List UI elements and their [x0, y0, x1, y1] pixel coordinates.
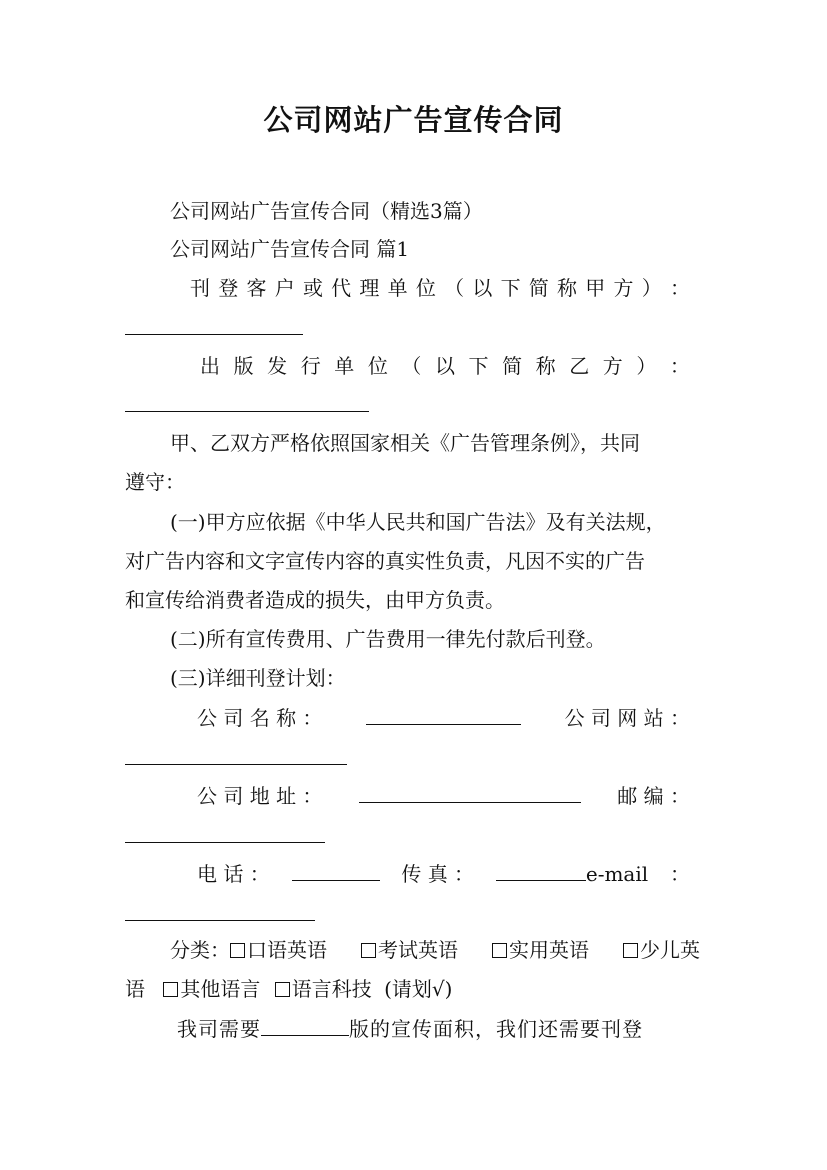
party-a-char: 登: [218, 276, 239, 300]
need-blank[interactable]: [261, 1013, 349, 1036]
party-a-char: 户: [274, 276, 295, 300]
clause-1-line: 对广告内容和文字宣传内容的真实性负责，凡因不实的广告: [125, 549, 645, 573]
party-a-char: ）: [641, 276, 662, 300]
party-b-char: 出: [200, 354, 220, 378]
party-b-char: 位: [367, 354, 388, 378]
party-a-char: ：: [669, 276, 690, 300]
category-line-2: [125, 974, 452, 1004]
checkbox-icon[interactable]: [623, 943, 638, 958]
party-b-char: 单: [334, 354, 355, 378]
party-a-line: [190, 273, 690, 303]
part-heading: 公司网站广告宣传合同 篇1: [170, 237, 410, 261]
contact-line: [197, 858, 690, 889]
clause-1-line: 和宣传给消费者造成的损失，由甲方负责。: [125, 588, 505, 612]
subtitle: 公司网站广告宣传合同（精选3篇）: [170, 199, 483, 223]
party-a-char: 单: [387, 276, 408, 300]
party-b-char: 行: [300, 354, 321, 378]
checkbox-icon[interactable]: [230, 943, 245, 958]
email-blank[interactable]: [125, 920, 315, 921]
party-b-char: ）: [636, 354, 657, 378]
company-name-label: 公 司 名 称 ：: [197, 706, 323, 730]
company-name-line: [197, 702, 690, 733]
party-b-char: 方: [602, 354, 623, 378]
category-option: 其他语言: [180, 977, 261, 1001]
party-b-char: ：: [669, 354, 690, 378]
preamble-line: 甲、乙双方严格依照国家相关《广告管理条例》，共同: [170, 431, 640, 455]
category-option: 考试英语: [378, 938, 458, 962]
category-label: 分类： 口语英语: [170, 938, 327, 962]
phone-label: 电 话 ：: [197, 862, 270, 886]
party-a-char: 刊: [190, 276, 210, 300]
party-b-char: 发: [267, 354, 288, 378]
category-option: 少儿英: [640, 938, 700, 962]
phone-blank[interactable]: [292, 858, 380, 881]
category-item: [361, 935, 458, 965]
party-a-blank[interactable]: [125, 334, 303, 335]
checkbox-icon[interactable]: [492, 943, 507, 958]
company-address-label: 公 司 地 址 ：: [197, 784, 323, 808]
party-a-char: 以: [472, 276, 493, 300]
company-name-blank[interactable]: [366, 702, 521, 725]
party-a-char: 甲: [585, 276, 606, 300]
party-b-char: 简: [502, 354, 523, 378]
category-option: 口语英语: [247, 938, 327, 962]
category-item: [623, 935, 700, 965]
party-a-char: 下: [500, 276, 521, 300]
party-a-char: 方: [613, 276, 634, 300]
company-site-label: 公 司 网 站 ：: [564, 706, 690, 730]
party-a-char: 称: [557, 276, 578, 300]
category-option: 语言科技: [291, 977, 372, 1001]
checkbox-icon[interactable]: [275, 982, 290, 997]
party-b-blank[interactable]: [125, 411, 369, 412]
need-prefix: 我司需要: [177, 1017, 261, 1041]
need-line: [177, 1013, 643, 1044]
party-a-char: 客: [246, 276, 267, 300]
postcode-blank[interactable]: [125, 842, 325, 843]
party-b-char: （: [401, 354, 422, 378]
party-b-char: 以: [434, 354, 455, 378]
party-b-char: 下: [468, 354, 489, 378]
clause-2: (二)所有宣传费用、广告费用一律先付款后刊登。: [170, 627, 606, 651]
category-line: [170, 935, 700, 965]
checkbox-icon[interactable]: [361, 943, 376, 958]
email-colon: ：: [669, 862, 690, 886]
fax-blank[interactable]: [496, 858, 586, 881]
party-b-char: 版: [233, 354, 254, 378]
company-address-line: [197, 780, 690, 811]
party-b-char: 称: [535, 354, 556, 378]
clause-3: (三)详细刊登计划：: [170, 666, 346, 690]
company-address-blank[interactable]: [359, 780, 581, 803]
category-note: (请划√): [384, 977, 453, 1001]
party-a-char: 位: [415, 276, 436, 300]
email-label: e-mail: [585, 862, 649, 886]
party-a-char: 代: [331, 276, 352, 300]
need-suffix: 版的宣传面积，我们还需要刊登: [349, 1017, 643, 1041]
checkbox-icon[interactable]: [163, 982, 178, 997]
party-a-char: 或: [302, 276, 323, 300]
category-option: 实用英语: [509, 938, 589, 962]
party-a-char: 理: [359, 276, 380, 300]
category-item: [492, 935, 589, 965]
clause-1-line: (一)甲方应依据《中华人民共和国广告法》及有关法规，: [170, 510, 666, 534]
party-a-char: （: [444, 276, 465, 300]
party-a-char: 简: [528, 276, 549, 300]
party-b-char: 乙: [569, 354, 590, 378]
category-continuation: 语: [125, 977, 145, 1001]
company-site-blank[interactable]: [125, 764, 347, 765]
fax-label: 传 真 ：: [401, 862, 475, 886]
postcode-label: 邮 编 ：: [617, 784, 690, 808]
party-b-line: [200, 351, 690, 381]
preamble-line: 遵守：: [125, 470, 185, 494]
document-title: 公司网站广告宣传合同: [263, 103, 564, 137]
